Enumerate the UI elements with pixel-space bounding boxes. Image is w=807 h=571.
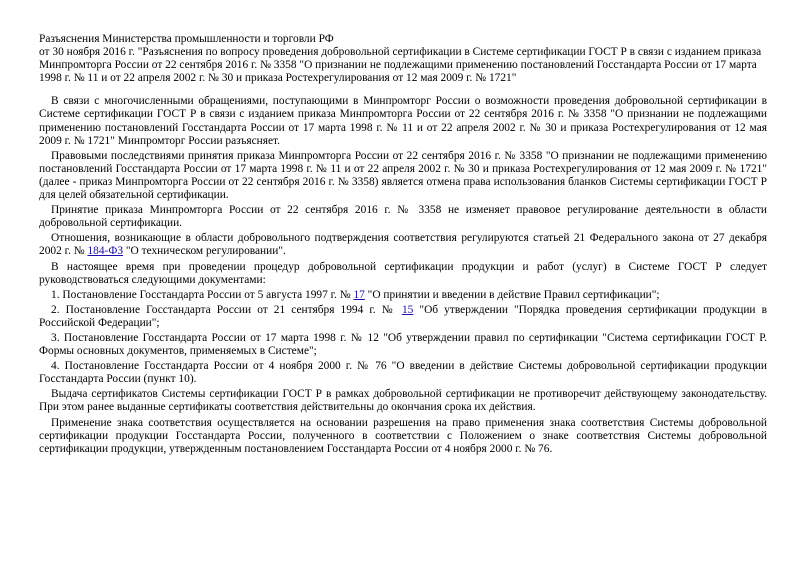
paragraph-conformity-mark: Применение знака соответствия осуществляется на основании разрешения на право применения знака соответствия Системы добровольной сертификации продукции Госстандарта России, полученного в соответствии с Положением о знаке соответствия Системы добровольной сертификации продукции, утвержденным постановлением Госстандарта России от 4 ноября 2000 г. № 76. (39, 416, 767, 455)
list-item-1-tail: "О принятии и введении в действие Правил сертификации"; (364, 288, 660, 301)
list-item-1-text: 1. Постановление Госстандарта России от 5 августа 1997 г. № (51, 288, 354, 301)
document-page (39, 33, 767, 458)
list-item-1 (39, 289, 767, 302)
paragraph-relations (39, 232, 767, 258)
resolution-15-link[interactable]: 15 (401, 303, 414, 316)
paragraph-no-change: Принятие приказа Минпромторга России от 22 сентября 2016 г. № 3358 не изменяет правовое регулирование деятельности в области добровольной сертификации. (39, 204, 767, 230)
resolution-17-link[interactable]: 17 (353, 288, 365, 301)
document-title: от 30 ноября 2016 г. "Разъяснения по вопросу проведения добровольной сертификации в Системе сертификации ГОСТ Р в связи с изданием приказа Минпромторга России от 22 сентября 2016 г. № 3358 "О признании не подлежащими применению постановлений Госстандарта России от 17 марта 1998 г. № 11 и от 22 апреля 2002 г. № 30 и приказа Ростехрегулирования от 12 мая 2009 г. № 1721" (39, 46, 762, 85)
list-item-4: 4. Постановление Госстандарта России от 4 ноября 2000 г. № 76 "О введении в действие Системы добровольной сертификации продукции Госстандарта России (пункт 10). (39, 360, 767, 386)
list-item-3: 3. Постановление Госстандарта России от 17 марта 1998 г. № 12 "Об утверждении правил по сертификации "Система сертификации ГОСТ Р. Формы основных документов, применяемых в Системе"; (39, 331, 767, 358)
document-header (39, 33, 767, 85)
paragraph-certificates: Выдача сертификатов Системы сертификации ГОСТ Р в рамках добровольной сертификации не противоречит действующему законодательству. При этом ранее выданные сертификаты соответствия действительны до окончания срока их действия. (39, 388, 767, 414)
paragraph-intro: В связи с многочисленными обращениями, поступающими в Минпромторг России о возможности проведения добровольной сертификации в Системе сертификации ГОСТ Р в связи с изданием приказа Минпромторга России от 22 сентября 2016 г. № 3358 "О признании не подлежащими применению постановлений Госстандарта России от 17 марта 1998 г. № 11 и от 22 апреля 2002 г. № 30 и приказа Ростехрегулирования от 12 мая 2009 г. № 1721" Минпромторг России разъясняет. (39, 95, 767, 147)
document-issuer: Разъяснения Министерства промышленности и торговли РФ (39, 33, 334, 45)
list-item-2-text: 2. Постановление Госстандарта России от 21 сентября 1994 г. № (51, 303, 402, 316)
paragraph-consequences: Правовыми последствиями принятия приказа Минпромторга России от 22 сентября 2016 г. № 3358 "О признании не подлежащими применению постановлений Госстандарта России от 17 марта 1998 г. № 11 и от 22 апреля 2002 г. № 30 и приказа Ростехрегулирования от 12 мая 2009 г. № 1721" (далее - приказ Минпромторга России от 22 сентября 2016 г. № 3358) является отмена права использования бланков Системы сертификации ГОСТ Р для целей обязательной сертификации. (39, 149, 767, 202)
paragraph-relations-tail: "О техническом регулировании". (123, 245, 286, 258)
paragraph-relations-text: Отношения, возникающие в области добровольного подтверждения соответствия регулируются статьей 21 Федерального закона от 27 декабря 2002 г. № (39, 232, 767, 258)
list-item-2-tail: "Об утверждении "Порядка проведения сертификации продукции в Российской Федерации"; (39, 303, 767, 329)
list-item-2 (39, 304, 767, 330)
paragraph-documents-intro: В настоящее время при проведении процедур добровольной сертификации продукции и работ (услуг) в Системе ГОСТ Р следует руководствоваться следующими документами: (39, 260, 767, 286)
law-184-fz-link[interactable]: 184-ФЗ (87, 245, 124, 258)
